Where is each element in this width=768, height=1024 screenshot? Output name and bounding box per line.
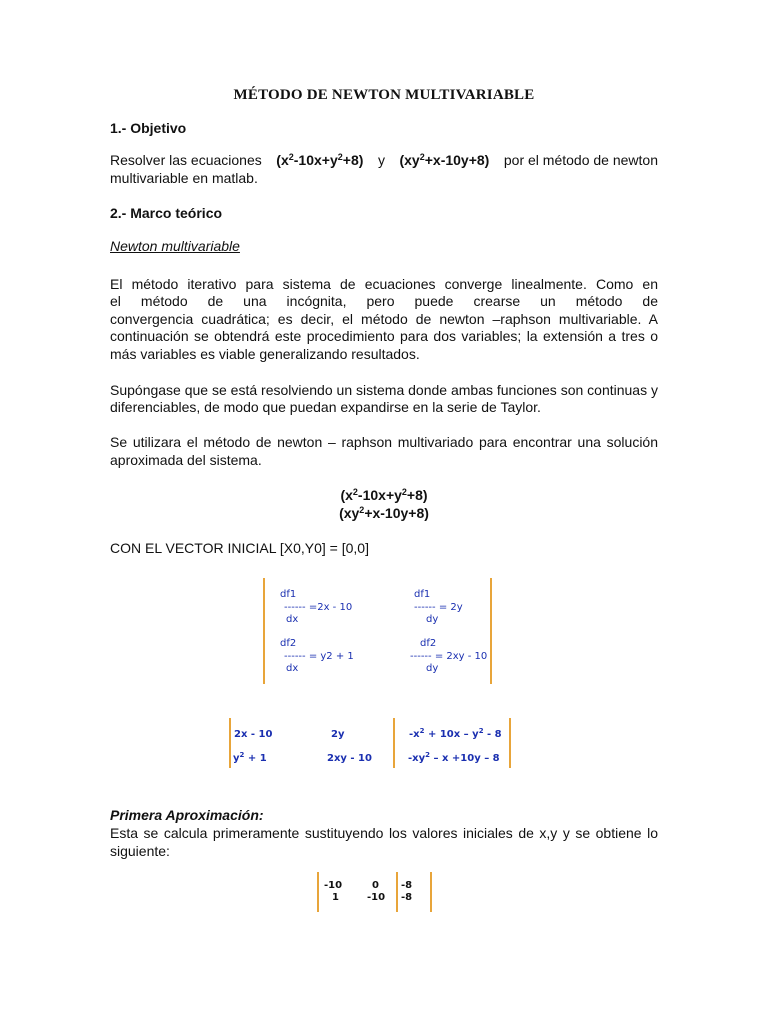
deriv-dy-label: dy [426,614,439,625]
objective-eq1: $(x^2-10x+y^2+8)$ [276,152,364,168]
jacobian-right-bar [509,718,511,768]
system-eq-1: $(x^2-10x+y^2+8)$ [340,487,428,503]
derivatives-right-bar [490,578,492,684]
deriv-dx-label-2: dx [286,663,299,674]
p1-line-2: el método de una incógnita, pero puede crearse un método de [110,293,658,309]
jacobian-r2c3: $-xy^2 - x +10y - 8$ [408,751,500,764]
jacobian-mid-bar [393,718,395,768]
deriv-df1-dy: ------ = 2y [414,602,463,613]
jacobian-left-bar [229,718,231,768]
matrix0-r1c2: 0 [372,880,379,891]
matrix0-mid-bar [396,872,398,912]
deriv-df1-label: df1 [280,589,297,600]
objective-eq2: $(xy^2+x-10y+8)$ [399,152,490,168]
objective-line-2: multivariable en matlab. [110,170,258,186]
document-title: MÉTODO DE NEWTON MULTIVARIABLE [233,87,535,103]
matrix0-left-bar [317,872,319,912]
section-marco-heading: 2.- Marco teórico [110,205,223,221]
deriv-df2-dx: ------ = y2 + 1 [284,651,354,662]
deriv-dy-label-2: dy [426,663,439,674]
jacobian-r1c3: $-x^2 + 10x - y^2 - 8$ [409,727,502,740]
matrix0-r1c1: -10 [324,880,343,891]
deriv-dx-label: dx [286,614,299,625]
subsection-newton-heading: Newton multivariable [110,238,240,254]
matrix0-right-bar [430,872,432,912]
matrix0-r1c3: -8 [401,880,413,891]
p1-line-1: El método iterativo para sistema de ecuaciones converge linealmente. Como en [110,276,658,292]
p3-line-2: aproximada del sistema. [110,452,262,468]
matrix0-r2c1: 1 [332,892,339,903]
p1-line-4: continuación se obtendrá este procedimiento para dos variables; la extensión a tres o [110,328,658,344]
p1-line-5: más variables es viable generalizando resultados. [110,346,420,362]
section-objetivo-heading: 1.- Objetivo [110,120,187,136]
deriv-df1-label-right: df1 [414,589,431,600]
first-approx-line-2: siguiente: [110,843,170,859]
objective-post: por el método de newton [503,152,658,168]
deriv-df2-label-right: df2 [420,638,437,649]
p2-line-1: Supóngase que se está resolviendo un sistema donde ambas funciones son continuas y [110,382,658,398]
initial-vector-line: CON EL VECTOR INICIAL [X0,Y0] = [0,0] [110,540,369,556]
system-eq-2: $(xy^2+x-10y+8)$ [339,505,429,521]
jacobian-r2c2: 2xy - 10 [327,753,372,764]
first-approx-heading: Primera Aproximación: [110,807,264,823]
first-approx-line-1: Esta se calcula primeramente sustituyendo los valores iniciales de x,y y se obtiene lo [110,825,658,841]
deriv-df1-dx: ------ =2x - 10 [284,602,353,613]
objective-line-1 [110,152,658,170]
derivatives-left-bar [263,578,265,684]
jacobian-r1c1: 2x - 10 [234,729,273,740]
objective-mid: y [377,152,385,168]
deriv-df2-label: df2 [280,638,297,649]
p3-line-1: Se utilizara el método de newton – raphson multivariado para encontrar una solución [110,434,658,450]
jacobian-r2c1: $y^2 + 1$ [233,751,267,764]
p2-line-2: diferenciables, de modo que puedan expandirse en la serie de Taylor. [110,399,541,415]
deriv-df2-dy: ------ = 2xy - 10 [410,651,488,662]
matrix0-r2c2: -10 [367,892,386,903]
jacobian-r1c2: 2y [331,729,345,740]
p1-line-3: convergencia cuadrática; es decir, el método de newton –raphson multivariable. A [110,311,658,327]
objective-pre: Resolver las ecuaciones [110,152,262,168]
matrix0-r2c3: -8 [401,892,413,903]
